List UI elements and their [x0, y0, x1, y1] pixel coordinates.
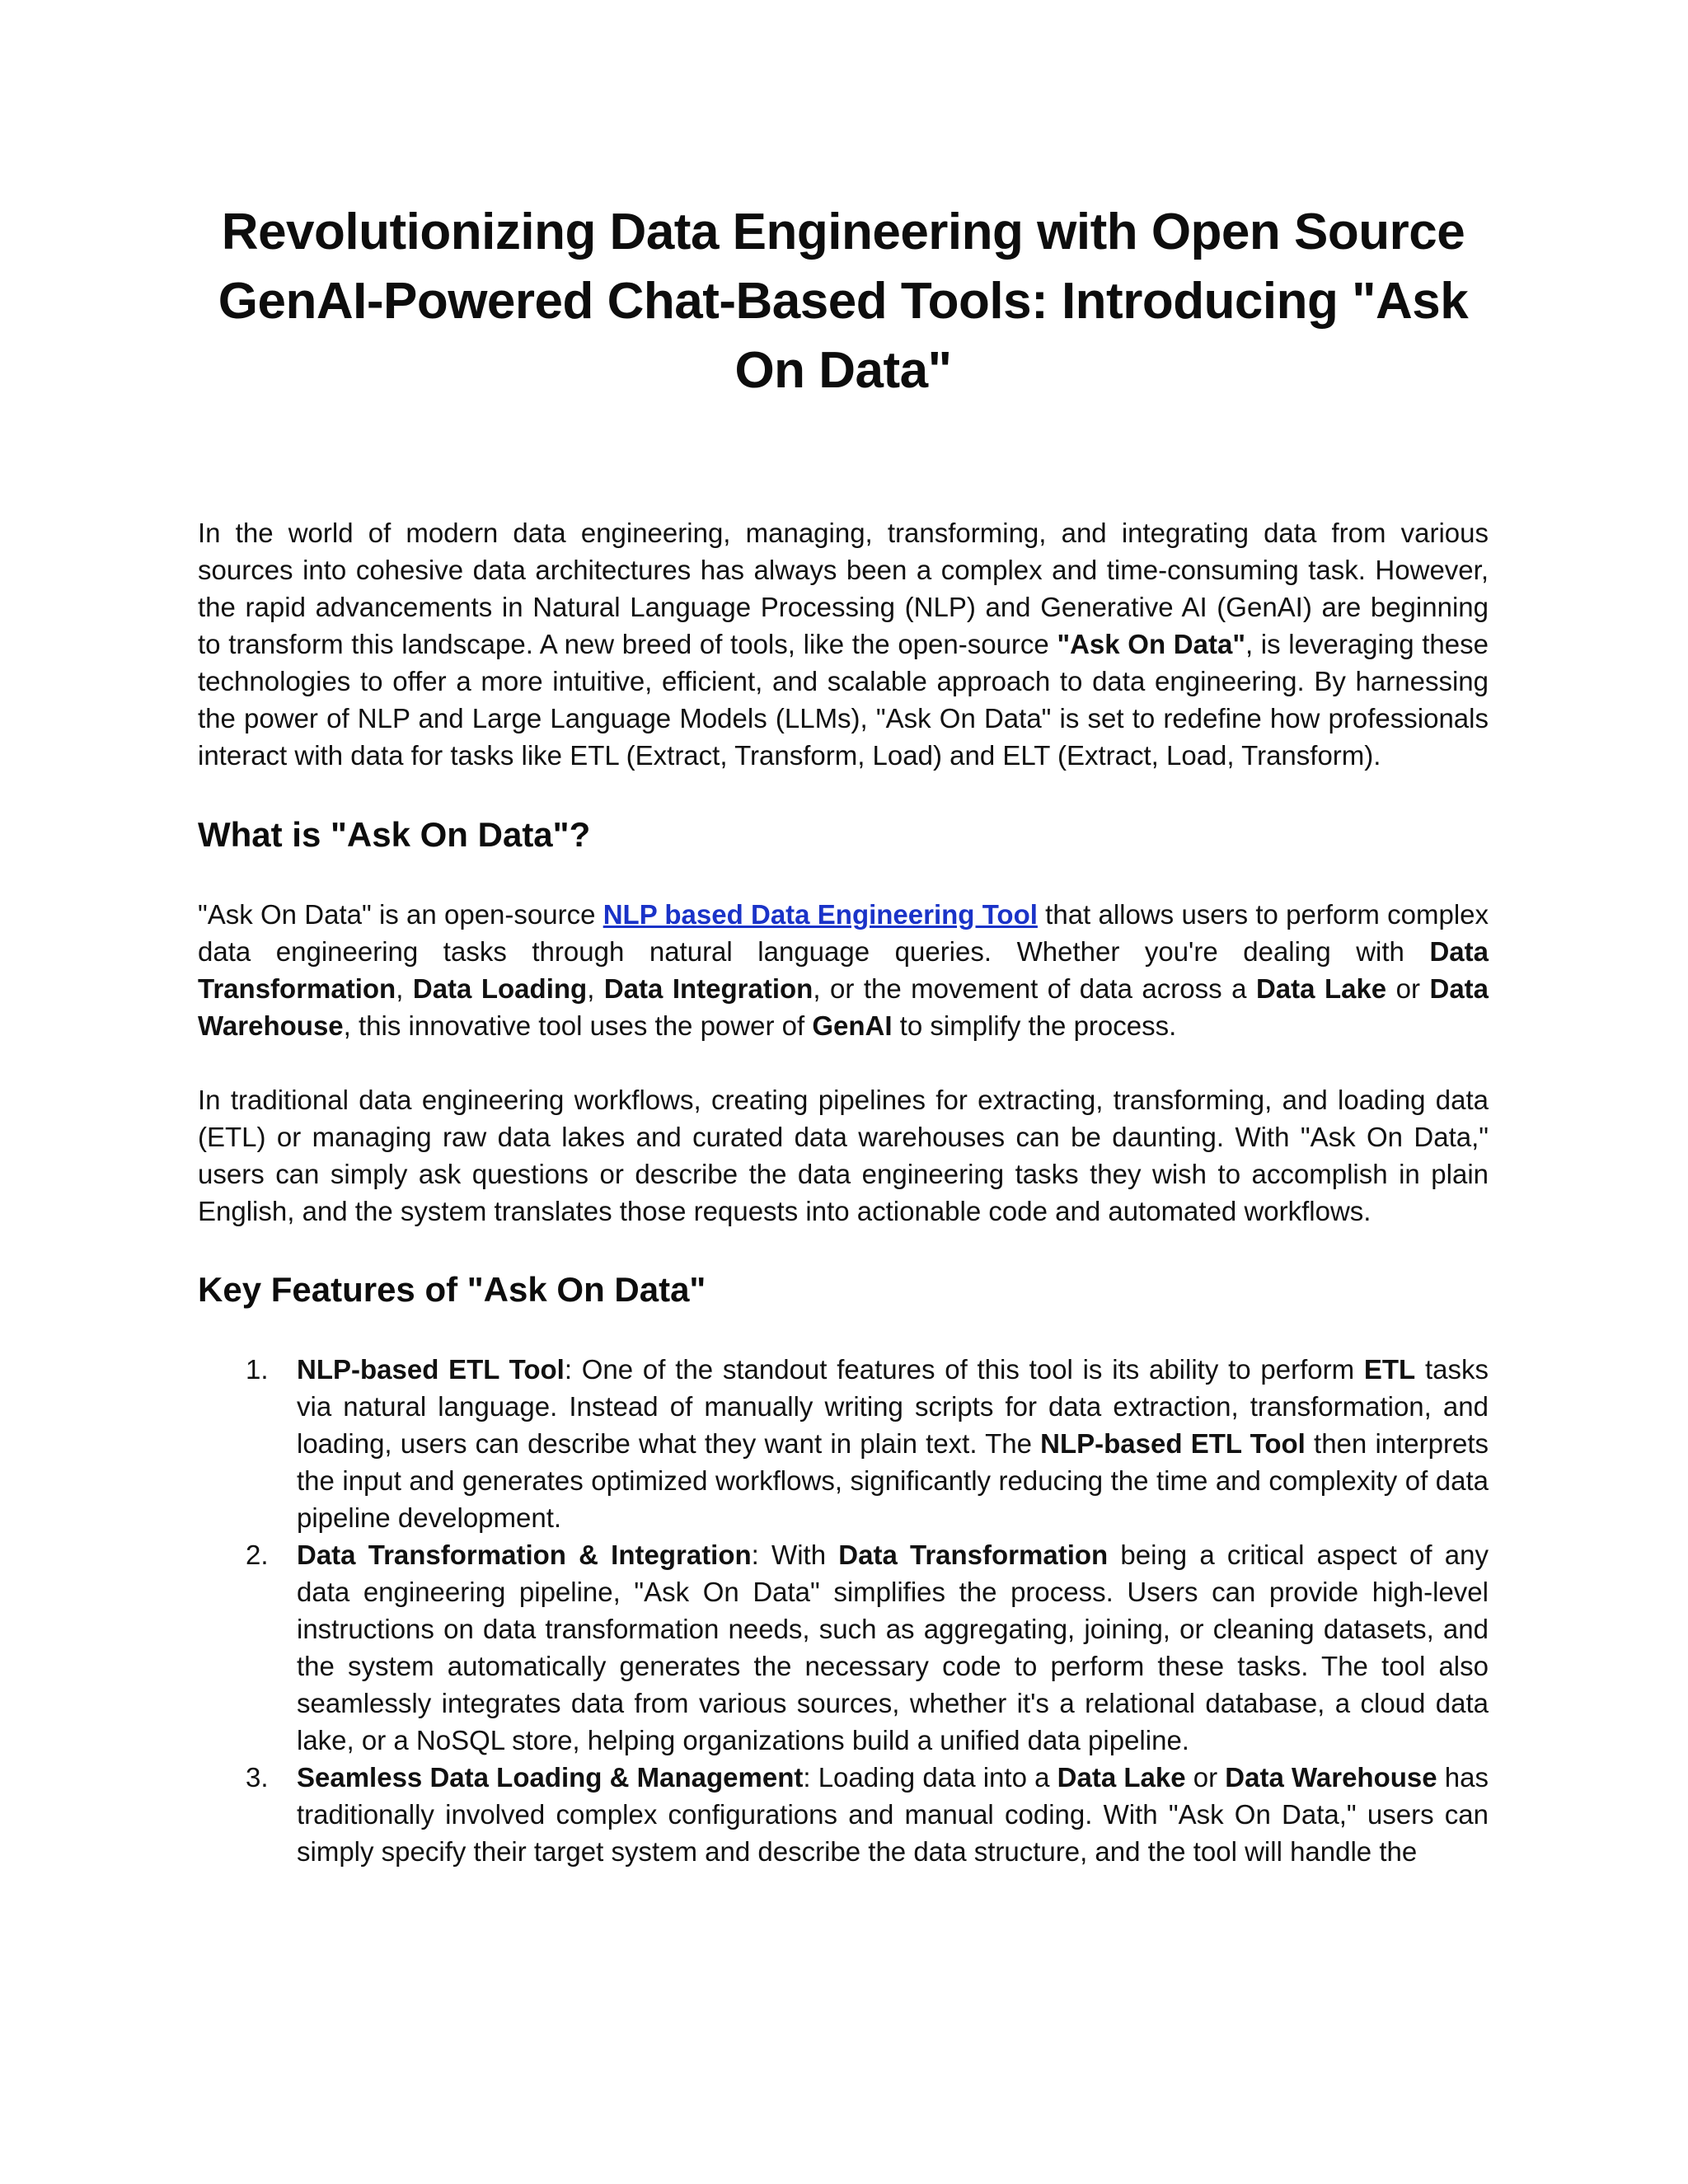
what-paragraph-1 [198, 896, 1489, 1044]
intro-bold-ask-on-data: "Ask On Data" [1057, 629, 1245, 659]
list-item-number: 2. [246, 1540, 269, 1570]
list-item-text: or [1185, 1762, 1226, 1793]
document-page [198, 198, 1489, 1870]
bold-data-integration: Data Integration [603, 973, 814, 1004]
list-item-text: : One of the standout features of this tool is its ability to perform [564, 1354, 1364, 1385]
what-text-1: "Ask On Data" is an open-source [198, 899, 603, 930]
list-item-bold: NLP-based ETL Tool [297, 1354, 565, 1385]
what-text-8: to simplify the process. [892, 1010, 1177, 1041]
intro-text-1: In the world of modern data engineering, managing, transforming, and integrating data from various sources into cohesive data architectures has always been a complex and time-consuming task. However, the rapid advancements in Natural Language Processing (NLP) and Generative AI (GenAI) are beginning to transform this landscape. A new breed of tools, like the open-source [198, 518, 1489, 659]
list-item [198, 1351, 1489, 1536]
what-text-5: , or the movement of data across a [813, 973, 1256, 1004]
what-text-4: , [587, 973, 604, 1004]
intro-paragraph [198, 514, 1489, 774]
list-item-text: then interprets the input and generates optimized workflows, significantly reducing the time and complexity of data pipeline development. [297, 1428, 1489, 1533]
list-item-text: : Loading data into a [803, 1762, 1057, 1793]
list-item-text: : With [751, 1540, 839, 1570]
heading-key-features: Key Features of "Ask On Data" [198, 1270, 706, 1309]
list-item [198, 1536, 1489, 1759]
what-text-3: , [396, 973, 413, 1004]
list-item-bold: Data Lake [1057, 1762, 1186, 1793]
intro-text-2: , is leveraging these technologies to offer a more intuitive, efficient, and scalable approach to data engineering. By harnessing the power of NLP and Large Language Models (LLMs), "Ask On Data" is set to redefine how professionals interact with data for tasks like ETL (Extract, Transform, Load) and ELT (Extract, Load, Transform). [198, 629, 1489, 771]
list-item-bold: Data Transformation & Integration [297, 1540, 752, 1570]
bold-data-lake: Data Lake [1255, 973, 1387, 1004]
bold-genai: GenAI [812, 1010, 893, 1041]
bold-data-loading: Data Loading [412, 973, 588, 1004]
list-item-bold: Data Transformation [838, 1540, 1109, 1570]
list-item-text: tasks via natural language. Instead of manually writing scripts for data extraction, transformation, and loading, users can describe what they want in plain text. The [297, 1354, 1489, 1459]
key-features-list [198, 1351, 1489, 1870]
list-item-number: 3. [246, 1762, 269, 1793]
list-item-bold: Data Warehouse [1225, 1762, 1437, 1793]
list-item-text: has traditionally involved complex configurations and manual coding. With "Ask On Data," users can simply specify their target system and describe the data structure, and the tool will handle the [297, 1762, 1489, 1867]
bold-data-transformation: Data Transformation [198, 936, 1489, 1004]
list-item [198, 1759, 1489, 1870]
heading-what-is-ask-on-data: What is "Ask On Data"? [198, 815, 591, 854]
what-paragraph-2: In traditional data engineering workflows, creating pipelines for extracting, transforming, and loading data (ETL) or managing raw data lakes and curated data warehouses can be daunting. With "Ask On Data," users can simply ask questions or describe the data engineering tasks they wish to accomplish in plain English, and the system translates those requests into actionable code and automated workflows. [198, 1085, 1489, 1226]
list-item-bold: Seamless Data Loading & Management [297, 1762, 804, 1793]
list-item-bold: ETL [1363, 1354, 1416, 1385]
nlp-data-engineering-tool-link[interactable]: NLP based Data Engineering Tool [603, 899, 1038, 930]
bold-data-warehouse: Data Warehouse [198, 973, 1489, 1041]
page-title: Revolutionizing Data Engineering with Open Source GenAI-Powered Chat-Based Tools: Introducing "Ask On Data" [218, 204, 1469, 399]
list-item-text: being a critical aspect of any data engineering pipeline, "Ask On Data" simplifies the process. Users can provide high-level instructions on data transformation needs, such as aggregating, joining, or cleaning datasets, and the system automatically generates the necessary code to perform these tasks. The tool also seamlessly integrates data from various sources, whether it's a relational database, a cloud data lake, or a NoSQL store, helping organizations build a unified data pipeline. [297, 1540, 1489, 1755]
what-text-2: that allows users to perform complex data engineering tasks through natural language queries. Whether you're dealing with [198, 899, 1489, 967]
what-text-6: or [1386, 973, 1430, 1004]
list-item-bold: NLP-based ETL Tool [1040, 1428, 1306, 1459]
what-text-7: , this innovative tool uses the power of [343, 1010, 813, 1041]
list-item-number: 1. [246, 1354, 269, 1385]
